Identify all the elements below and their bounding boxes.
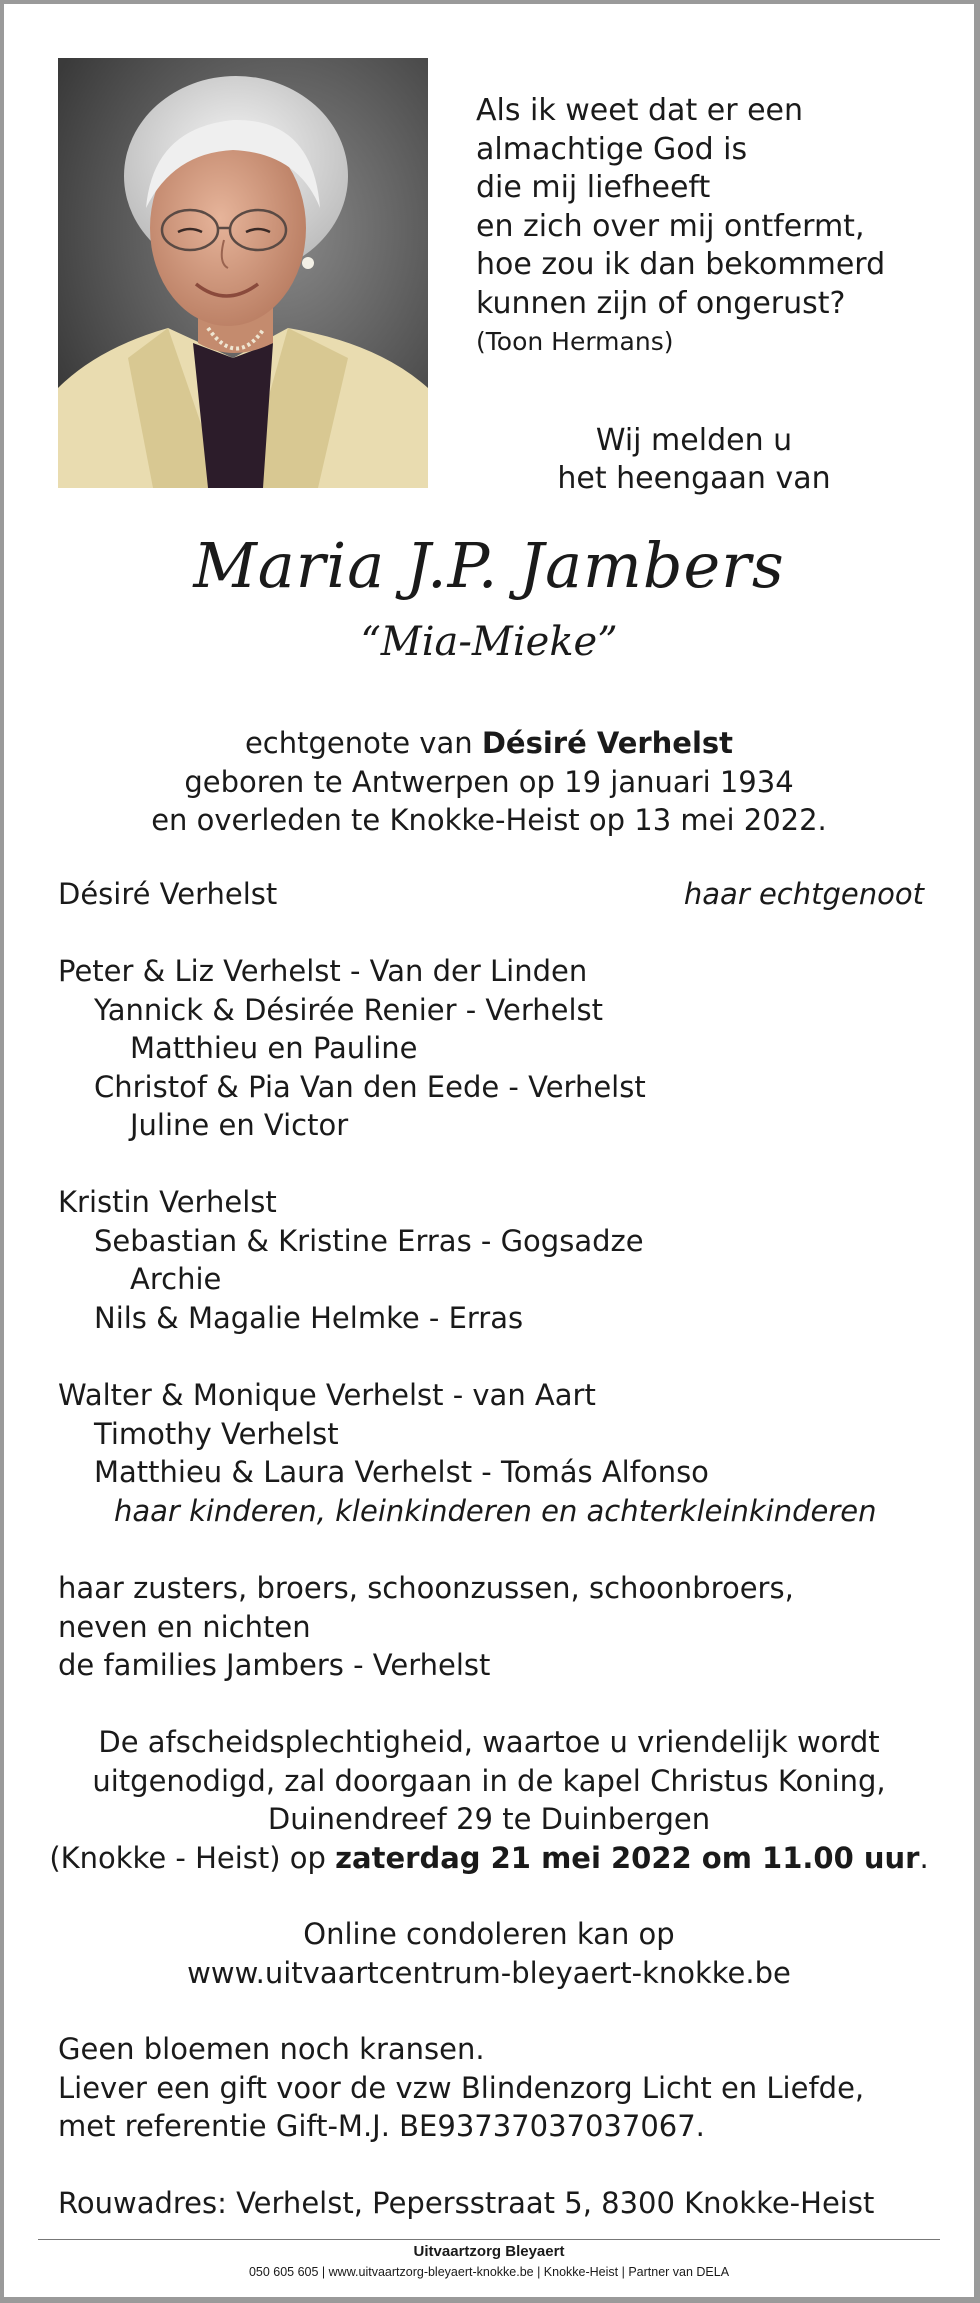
funeral-home-name: Uitvaartzorg Bleyaert <box>413 2243 565 2260</box>
biography <box>4 724 974 840</box>
family-line: Matthieu en Pauline <box>130 1031 418 1065</box>
poem <box>476 92 936 361</box>
family-line: Archie <box>130 1262 222 1296</box>
mourner-spouse-name: Désiré Verhelst <box>58 877 278 911</box>
flowers-line: Geen bloemen noch kransen. <box>58 2032 485 2066</box>
spouse-line <box>4 724 974 763</box>
ceremony-date-prefix: (Knokke - Heist) op <box>49 1840 336 1875</box>
family-line: Juline en Victor <box>130 1108 349 1142</box>
spouse-name: Désiré Verhelst <box>481 726 734 760</box>
address-line: Rouwadres: Verhelst, Pepersstraat 5, 8300 Knokke-Heist <box>58 2186 875 2220</box>
family-line: Yannick & Désirée Renier - Verhelst <box>94 992 604 1027</box>
family-line: Peter & Liz Verhelst - Van der Linden <box>58 954 588 988</box>
poem-line: kunnen zijn of ongerust? <box>476 285 846 321</box>
poem-line: almachtige God is <box>476 131 748 167</box>
poem-line: en zich over mij ontfermt, <box>476 208 865 244</box>
family-line: Sebastian & Kristine Erras - Gogsadze <box>94 1223 644 1258</box>
deceased-nickname: “Mia-Mieke” <box>360 619 618 665</box>
family-line: Nils & Magalie Helmke - Erras <box>94 1300 524 1335</box>
extended-line: neven en nichten <box>58 1609 311 1644</box>
family-group-3 <box>58 1376 928 1530</box>
mourner-spouse-role: haar echtgenoot <box>683 877 924 911</box>
online-condolence <box>4 1915 974 1992</box>
family-line: Walter & Monique Verhelst - van Aart <box>58 1378 596 1412</box>
flowers-notice <box>58 2030 928 2146</box>
family-line: Timothy Verhelst <box>94 1416 339 1451</box>
funeral-home-info: 050 605 605 | www.uitvaartzorg-bleyaert-knokke.be | Knokke-Heist | Partner van DELA <box>248 2265 730 2279</box>
spouse-prefix: echtgenote van <box>244 726 482 760</box>
ceremony-info <box>4 1723 974 1877</box>
birth-line: geboren te Antwerpen op 19 januari 1934 <box>184 764 794 799</box>
family-line: Kristin Verhelst <box>58 1185 277 1219</box>
ceremony-line: uitgenodigd, zal doorgaan in de kapel Christus Koning, <box>92 1763 886 1798</box>
announcement-line: Wij melden u <box>595 423 793 458</box>
ceremony-date-line <box>4 1839 974 1878</box>
ceremony-line: De afscheidsplechtigheid, waartoe u vriendelijk wordt <box>98 1725 880 1759</box>
condolence-text: Online condoleren kan op <box>303 1917 675 1951</box>
footer-divider <box>38 2239 940 2240</box>
obituary-card <box>4 4 974 2297</box>
portrait-photo <box>58 58 428 488</box>
family-line: Christof & Pia Van den Eede - Verhelst <box>94 1069 646 1104</box>
mourner-spouse-row <box>58 875 924 913</box>
announcement <box>494 422 894 498</box>
family-group-1 <box>58 952 928 1145</box>
poem-author: (Toon Hermans) <box>476 327 674 356</box>
flowers-line: met referentie Gift-M.J. BE93737037037067. <box>58 2109 705 2143</box>
announcement-line: het heengaan van <box>557 461 831 496</box>
family-group-2 <box>58 1183 928 1337</box>
family-line: Matthieu & Laura Verhelst - Tomás Alfonso <box>94 1455 709 1489</box>
poem-line: die mij liefheeft <box>476 170 711 205</box>
poem-line: hoe zou ik dan bekommerd <box>476 247 886 282</box>
extended-line: haar zusters, broers, schoonzussen, schoonbroers, <box>58 1571 794 1605</box>
poem-line: Als ik weet dat er een <box>476 93 803 128</box>
ceremony-date-suffix: . <box>919 1840 929 1875</box>
family-roles: haar kinderen, kleinkinderen en achterkleinkinderen <box>114 1493 877 1528</box>
death-line: en overleden te Knokke-Heist op 13 mei 2022. <box>151 803 827 837</box>
portrait-illustration <box>58 58 428 488</box>
deceased-name: Maria J.P. Jambers <box>193 529 785 602</box>
condolence-url[interactable]: www.uitvaartcentrum-bleyaert-knokke.be <box>187 1955 791 1990</box>
extended-line: de families Jambers - Verhelst <box>58 1648 491 1682</box>
flowers-line: Liever een gift voor de vzw Blindenzorg Licht en Liefde, <box>58 2070 865 2105</box>
ceremony-date: zaterdag 21 mei 2022 om 11.00 uur <box>335 1840 920 1875</box>
extended-family <box>58 1569 928 1685</box>
ceremony-line: Duinendreef 29 te Duinbergen <box>267 1802 711 1836</box>
mourning-address <box>58 2184 928 2223</box>
